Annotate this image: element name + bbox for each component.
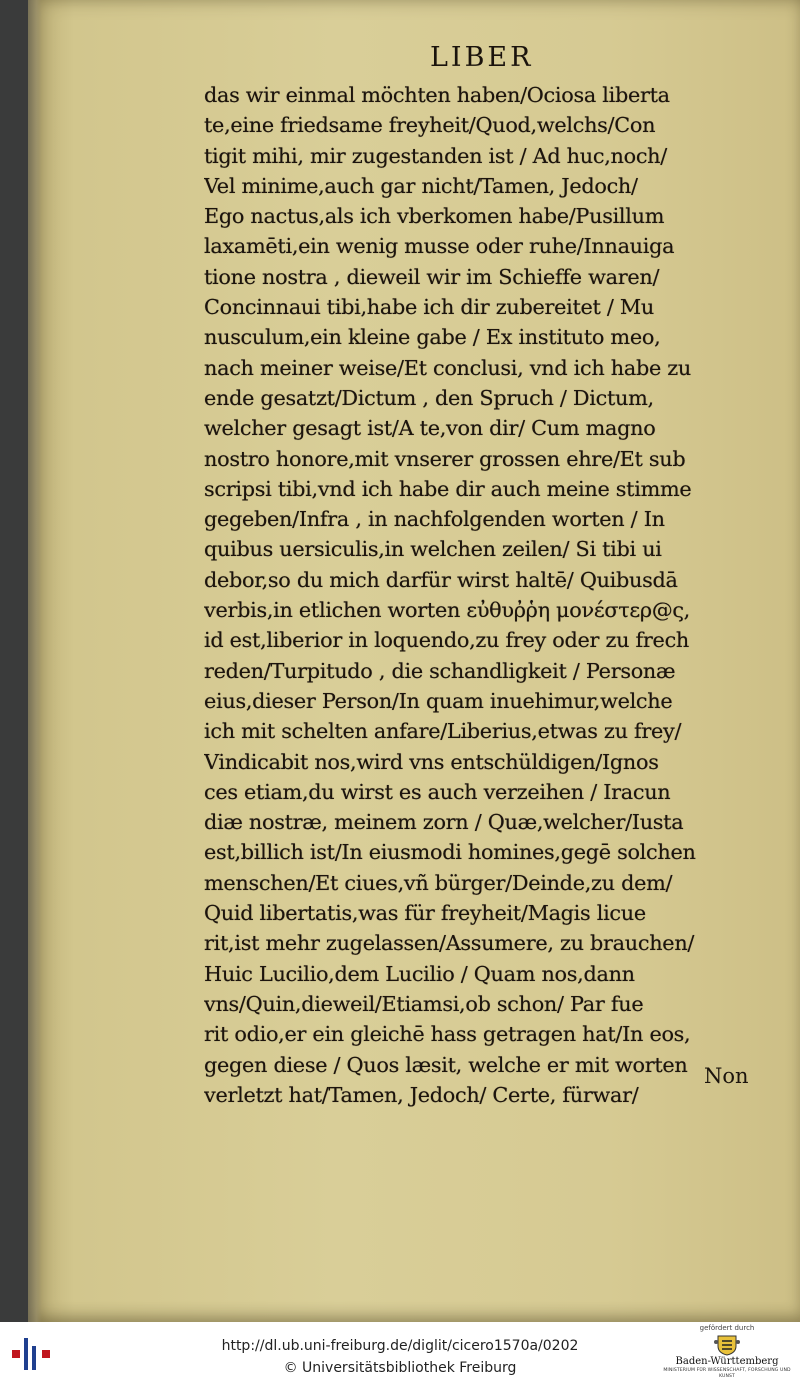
text-line: tione nostra , dieweil wir im Schieffe waren/ [204,264,660,289]
text-line: ces etiam,du wirst es auch verzeihen / Iracun [204,779,671,804]
permalink-url[interactable]: http://dl.ub.uni-freiburg.de/diglit/cicero1570a/0202 [221,1338,579,1354]
text-line: rit odio,er ein gleichē hass getragen hat/In eos, [204,1022,691,1047]
text-line: gegeben/Infra , in nachfolgenden worten / In [204,507,665,532]
text-line: diæ nostræ, meinem zorn / Quæ,welcher/Iusta [204,810,684,835]
text-line: eius,dieser Person/In quam inuehimur,welche [204,688,673,713]
text-line: menschen/Et ciues,vñ bürger/Deinde,zu dem/ [204,870,673,895]
text-line: Vel minime,auch gar nicht/Tamen, Jedoch/ [204,173,638,198]
text-line: verletzt hat/Tamen, Jedoch/ Certe, fürwar/ [204,1082,639,1107]
text-line: Concinnaui tibi,habe ich dir zubereitet / Mu [204,295,655,320]
catchword: Non [704,1064,749,1088]
running-head: LIBER [430,42,534,73]
page-binding-edge [28,0,42,1322]
sponsor-label: gefördert durch [699,1324,755,1332]
text-line: nach meiner weise/Et conclusi, vnd ich habe zu [204,355,692,380]
text-line: nusculum,ein kleine gabe / Ex instituto meo, [204,325,661,350]
text-line: Ego nactus,als ich vberkomen habe/Pusillum [204,204,665,229]
text-line: id est,liberior in loquendo,zu frey oder zu frech [204,628,690,653]
text-line: ich mit schelten anfare/Liberius,etwas zu frey/ [204,719,682,744]
text-line: debor,so du mich darfür wirst haltē/ Quibusdā [204,567,678,592]
text-line: ende gesatzt/Dictum , den Spruch / Dictum, [204,385,654,410]
scanned-page [28,0,800,1322]
viewer-footer [0,1322,800,1383]
text-line: gegen diese / Quos læsit, welche er mit worten [204,1052,688,1077]
text-line: est,billich ist/In eiusmodi homines,gegē solchen [204,840,696,865]
text-line: Vindicabit nos,wird vns entschüldigen/Ignos [204,749,659,774]
text-line: laxamēti,ein wenig musse oder ruhe/Innauiga [204,234,675,259]
text-line: nostro honore,mit vnserer grossen ehre/Et sub [204,446,686,471]
sponsor-block [660,1324,794,1382]
text-line: Quid libertatis,was für freyheit/Magis licue [204,901,646,926]
text-line: tigit mihi, mir zugestanden ist / Ad huc,noch/ [204,143,667,168]
text-line: verbis,in etlichen worten εὐθυῤῥη μονέστερ@ς, [204,598,690,623]
text-line: reden/Turpitudo , die schandligkeit / Personæ [204,658,676,683]
sponsor-state: Baden-Württemberg [675,1356,779,1367]
text-block [204,80,799,1110]
text-line: welcher gesagt ist/A te,von dir/ Cum magno [204,416,656,441]
text-line: das wir einmal möchten haben/Ociosa liberta [204,83,670,107]
text-line: te,eine friedsame freyheit/Quod,welchs/Con [204,113,656,138]
text-line: rit,ist mehr zugelassen/Assumere, zu brauchen/ [204,931,695,956]
text-line: scripsi tibi,vnd ich habe dir auch meine stimme [204,476,692,501]
sponsor-ministry: MINISTERIUM FÜR WISSENSCHAFT, FORSCHUNG UND KUNST [663,1368,791,1379]
state-crest-icon [714,1334,740,1356]
text-line: vns/Quin,dieweil/Etiamsi,ob schon/ Par fue [204,991,644,1016]
text-line: quibus uersiculis,in welchen zeilen/ Si tibi ui [204,537,662,562]
text-line: Huic Lucilio,dem Lucilio / Quam nos,dann [204,961,635,986]
copyright-notice: © Universitätsbibliothek Freiburg [283,1360,517,1376]
